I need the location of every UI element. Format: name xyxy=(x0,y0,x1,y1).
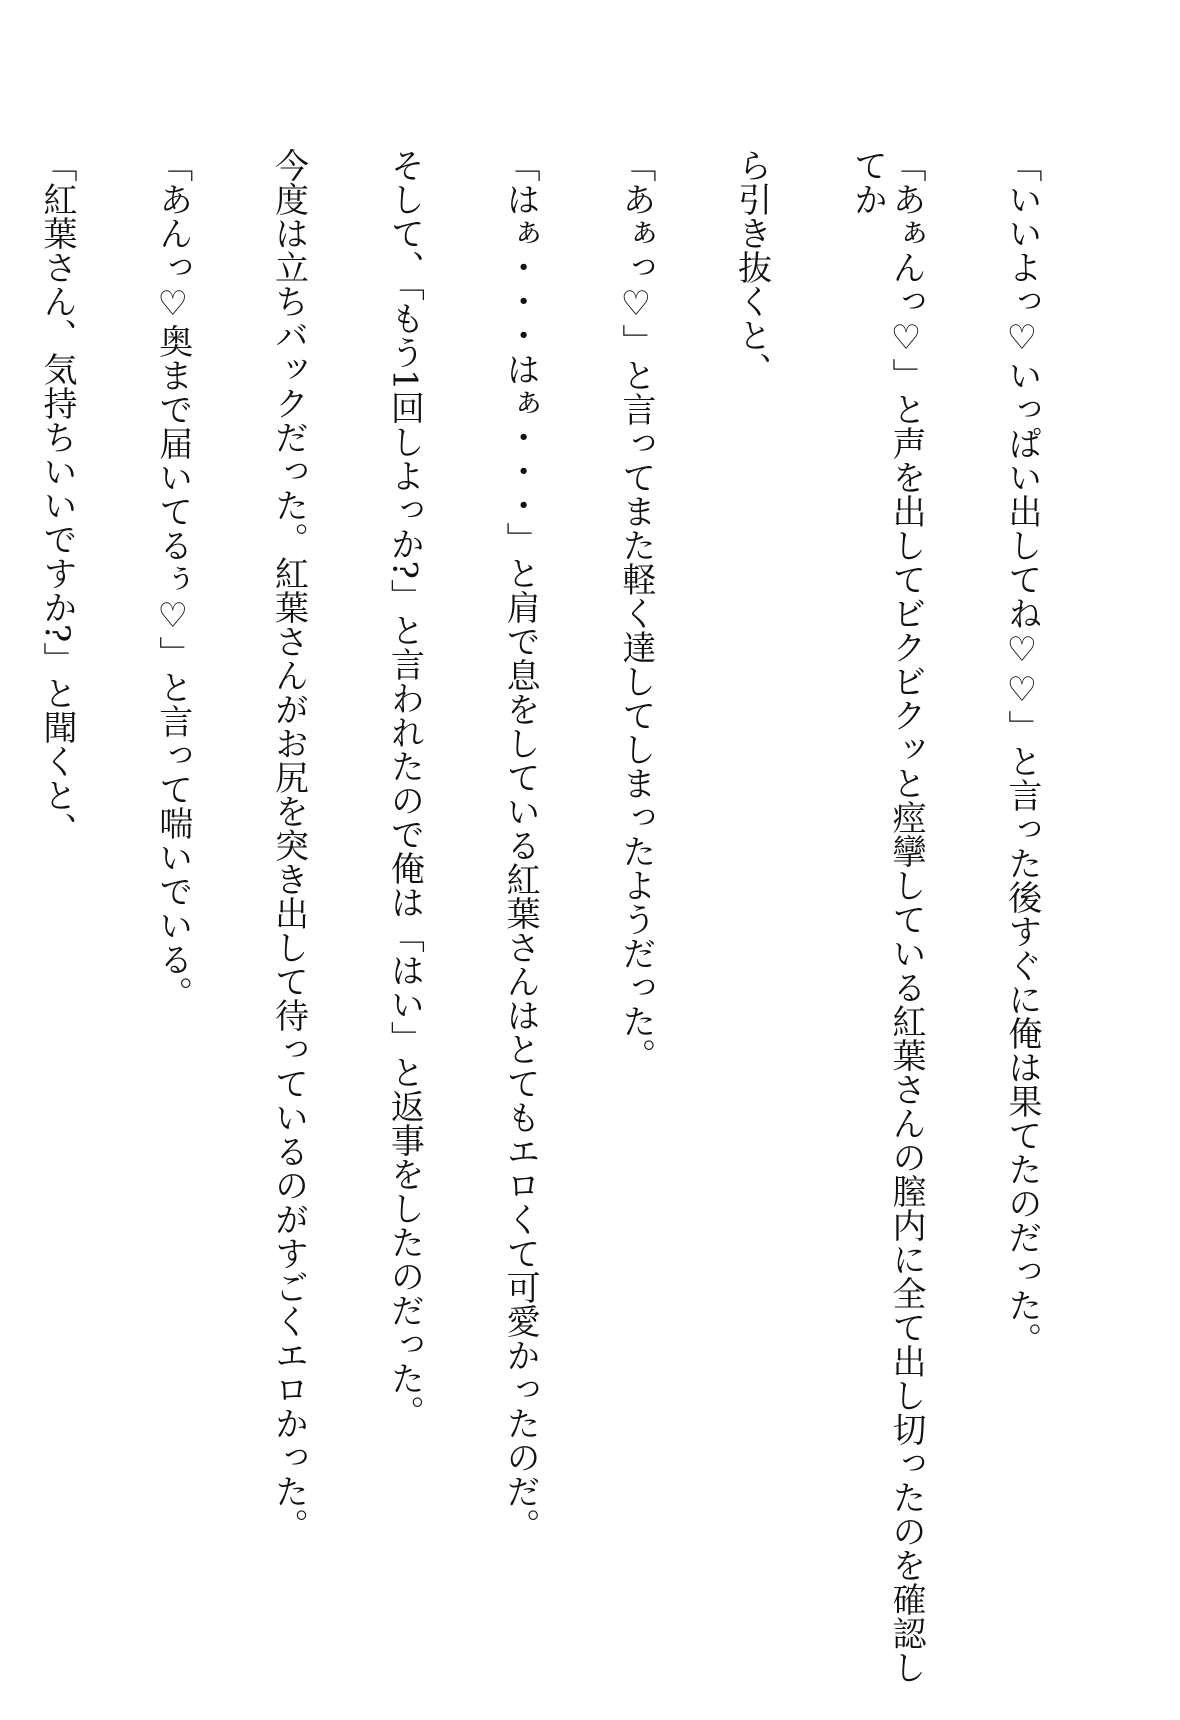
text-line: 「あぁっ♡」と言ってまた軽く達してしまったようだった。 xyxy=(615,148,656,1072)
text-line: 今度は立ちバックだった。紅葉さんがお尻を突き出して待っているのがすごくエロかった。 xyxy=(268,148,309,1542)
vertical-text-body xyxy=(0,148,1118,1688)
text-line: 「いいよっ♡いっぱい出してね♡♡」と言った後すぐに俺は果てたのだった。 xyxy=(1001,148,1042,1356)
text-line: 「あんっ♡奥まで届いてるぅ♡」と言って喘いでいる。 xyxy=(152,148,193,1010)
text-line: そして、「もう1回しよっか?」と言われたので俺は「はい」と返事をしたのだった。 xyxy=(384,148,425,1429)
text-line: 「紅葉さん、気持ちいいですか?」と聞くと、 xyxy=(36,148,77,847)
text-line: 「はぁ・・・はぁ・・・」と肩で息をしている紅葉さんはとてもエロくて可愛かったのだ。 xyxy=(500,148,541,1542)
text-line: 「あぁんっ♡」と声を出してビクビクッと痙攣している紅葉さんの膣内に全て出し切ったのを確認してか xyxy=(847,148,927,1684)
text-line: ら引き抜くと、 xyxy=(731,148,772,386)
